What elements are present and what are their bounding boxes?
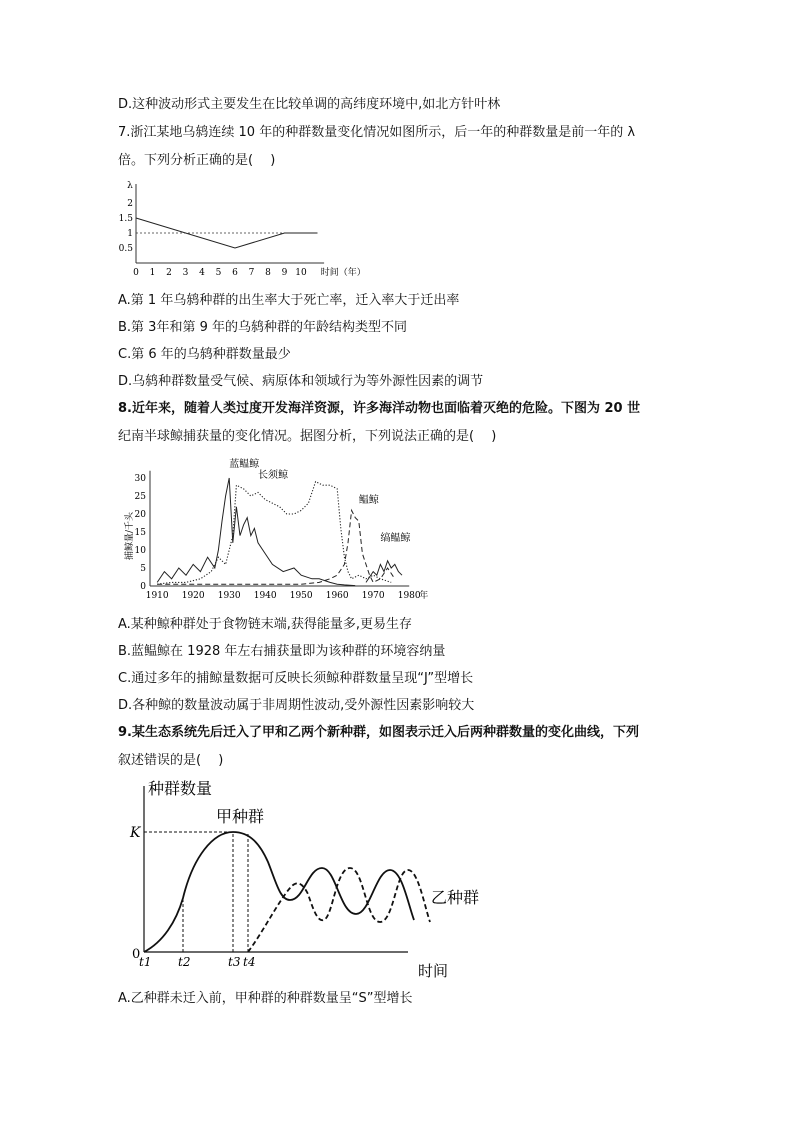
y-tick-label: 25 [134,492,146,502]
q7-stem-line2: 倍。下列分析正确的是( ) [118,153,276,168]
x-tick-label: 9 [281,268,288,278]
series-line-1 [157,478,355,586]
x-tick-label: 1960 [325,591,349,601]
x-tick-label: 7 [248,268,255,278]
q7-option-d: D.乌鸫种群数量受气候、病原体和领域行为等外源性因素的调节 [118,374,484,389]
series-line-jia [144,832,414,952]
series-line-3 [157,510,395,584]
x-tick-label: 3 [182,268,189,278]
x-tick-label: t3 [228,955,241,969]
q7-stem-line1: 7.浙江某地乌鸫连续 10 年的种群数量变化情况如图所示，后一年的种群数量是前一年的 λ [118,125,636,140]
q9-stem-line1: 9.某生态系统先后迁入了甲和乙两个新种群，如图表示迁入后两种群数量的变化曲线，下列 [118,725,639,740]
x-tick-label: 6 [232,268,238,278]
y-tick-label: 1.5 [118,214,133,224]
x-tick-label: 1930 [217,591,241,601]
q8-stem-line1: 8.近年来，随着人类过度开发海洋资源，许多海洋动物也面临着灭绝的危险。下图为 20 世 [118,401,641,416]
series-line-2 [157,482,391,585]
x-tick-label: t2 [178,955,191,969]
x-tick-label: 8 [265,268,271,278]
y-tick-label: 0.5 [118,244,133,254]
y-tick-label: 0 [140,582,146,592]
x-tick-label: 0 [133,268,139,278]
q7-option-a: A.第 1 年乌鸫种群的出生率大于死亡率，迁入率大于迁出率 [118,293,460,308]
x-axis-label: 时间 [418,962,449,980]
y-axis-label: 种群数量 [148,779,213,798]
k-label: K [130,825,141,841]
q8-option-a: A.某种鲸种群处于食物链末端,获得能量多,更易生存 [118,617,413,632]
population-curve-chart [118,772,480,984]
y-axis-label: λ [127,181,133,191]
series-label: 缟鳁鲸 [380,533,411,544]
y-tick-label: 10 [134,546,146,556]
q7-option-c: C.第 6 年的乌鸫种群数量最少 [118,347,291,362]
y-tick-label: 30 [134,474,146,484]
x-axis-label: 年 [419,591,429,601]
x-tick-label: 1910 [145,591,169,601]
origin-label: 0 [132,947,141,962]
series-label: 蓝鳁鲸 [229,459,260,471]
series-label: 鳁鲸 [358,495,379,507]
y-tick-label: 5 [140,564,146,574]
x-tick-label: 2 [166,268,172,278]
x-tick-label: 1940 [253,591,277,601]
lambda-chart [118,178,368,278]
x-tick-label: 1 [149,268,156,278]
q9-option-a: A.乙种群未迁入前，甲种群的种群数量呈“S”型增长 [118,991,413,1006]
y-tick-label: 2 [127,199,133,209]
y-tick-label: 1 [127,229,133,239]
whale-catch-chart [118,459,448,608]
q8-option-c: C.通过多年的捕鲸量数据可反映长须鲸种群数量呈现“J”型增长 [118,671,474,686]
x-tick-label: 5 [215,268,222,278]
x-axis-label: 时间（年） [320,268,366,278]
series-label: 甲种群 [216,807,265,826]
q6-option-d: D.这种波动形式主要发生在比较单调的高纬度环境中,如北方针叶林 [118,97,501,112]
x-tick-label: 10 [295,268,307,278]
series-label: 长须鲸 [258,470,288,481]
y-tick-label: 20 [134,510,146,520]
x-tick-label: 1950 [289,591,313,601]
x-tick-label: 1980 [397,591,421,601]
y-tick-label: 15 [134,528,146,538]
series-label: 乙种群 [431,888,480,907]
y-axis-label: 捕鲸量/千头 [125,511,135,561]
q8-option-d: D.各种鲸的数量波动属于非周期性波动,受外源性因素影响较大 [118,698,475,713]
x-tick-label: t4 [243,955,256,969]
x-tick-label: 1920 [181,591,205,601]
q9-stem-line2: 叙述错误的是( ) [118,753,224,768]
q7-option-b: B.第 3年和第 9 年的乌鸫种群的年龄结构类型不同 [118,320,407,335]
lambda-line [136,218,318,248]
q8-stem-line2: 纪南半球鲸捕获量的变化情况。据图分析，下列说法正确的是( ) [118,429,497,444]
x-tick-label: 4 [199,268,205,278]
x-tick-label: t1 [139,955,152,969]
x-tick-label: 1970 [361,591,385,601]
q8-option-b: B.蓝鳁鲸在 1928 年左右捕获量即为该种群的环境容纳量 [118,644,446,659]
